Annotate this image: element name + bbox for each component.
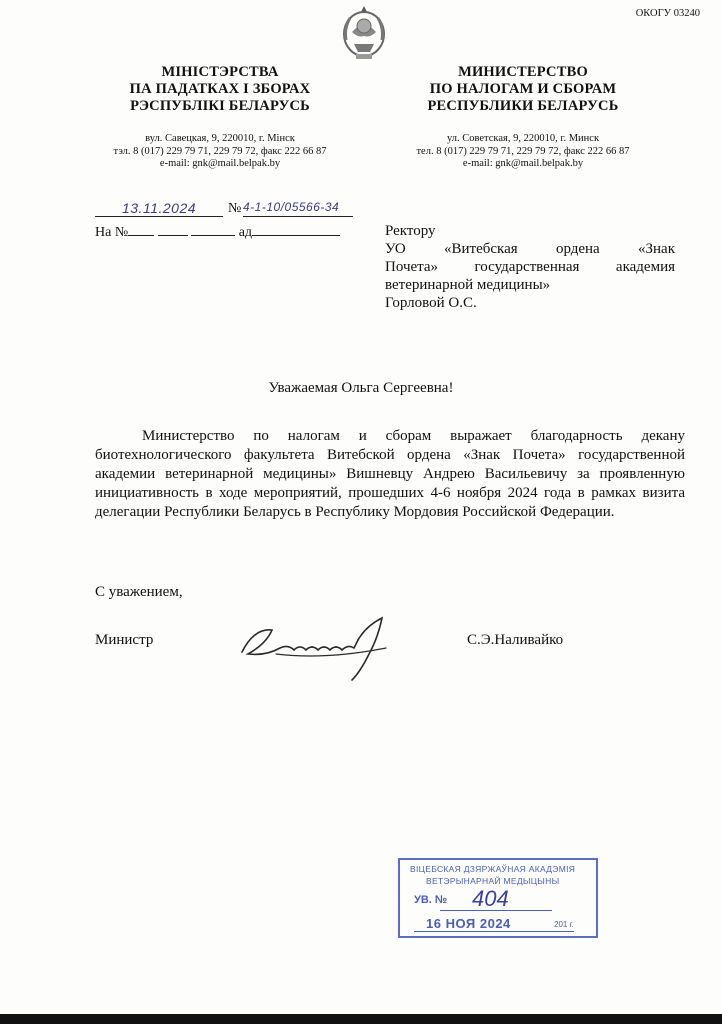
stamp-incoming-label: УВ. № — [414, 894, 448, 906]
reference-from-label: ад — [238, 225, 253, 240]
ministry-header-russian — [373, 64, 673, 171]
ministry-header-belarusian — [70, 64, 370, 171]
signer-title: Министр — [95, 632, 154, 648]
incoming-registration-stamp — [398, 858, 598, 938]
letter-greeting: Уважаемая Ольга Сергеевна! — [268, 380, 454, 396]
number-sign: № — [228, 201, 242, 216]
stamp-year-suffix: 201 г. — [554, 920, 574, 929]
stamp-date: 16 НОЯ 2024 — [426, 916, 511, 931]
reference-row — [95, 222, 340, 241]
reference-label: На № — [95, 225, 129, 240]
letter-body-paragraph: Министерство по налогам и сборам выражает благодарность декану биотехнологического факультета Витебской ордена «Знак Почета» государственной академии ветеринарной медицины» Вишневцу Андрею Васильевичу за проявленную инициативность в ходе мероприятий, прошедших 4-6 ноября 2024 года в рамках визита делегации Республики Беларусь в Республику Мордовия Российской Федерации. — [95, 428, 685, 520]
ministry-name-ru: МИНИСТЕРСТВО ПО НАЛОГАМ И СБОРАМ РЕСПУБЛИКИ БЕЛАРУСЬ — [427, 64, 619, 114]
stamp-organization-line2: ВЕТЭРЫНАРНАЙ МЕДЫЦЫНЫ — [426, 876, 560, 886]
stamp-date-line — [414, 931, 574, 932]
handwritten-signature — [236, 608, 396, 684]
ministry-address-ru: ул. Советская, 9, 220010, г. Минск тел. 8 (017) 229 79 71, 229 79 72, факс 222 66 87 e-mail: gnk@mail.belpak.by — [416, 133, 630, 169]
letter-body — [95, 427, 685, 522]
reference-blank — [191, 222, 235, 236]
letter-regards: С уважением, — [95, 584, 183, 600]
outgoing-date: 13.11.2024 — [95, 200, 223, 217]
stamp-incoming-number: 404 — [472, 886, 509, 911]
reference-blank — [128, 222, 154, 236]
ministry-address-be: вул. Савецкая, 9, 220010, г. Мінск тэл. 8 (017) 229 79 71, 229 79 72, факс 222 66 87 e-mail: gnk@mail.belpak.by — [113, 133, 327, 169]
addressee-block: Ректору УО «Витебская ордена «Знак Почета» государственная академия ветеринарной медицины» Горловой О.С. — [385, 223, 675, 311]
scan-edge — [0, 1014, 722, 1024]
ministry-name-be: МІНІСТЭРСТВА ПА ПАДАТКАХ І ЗБОРАХ РЭСПУБЛІКІ БЕЛАРУСЬ — [129, 64, 311, 114]
signer-name: С.Э.Наливайко — [467, 632, 564, 648]
reference-blank — [252, 222, 340, 236]
outgoing-number: 4-1-10/05566-34 — [243, 200, 353, 217]
stamp-organization-line1: ВІЦЕБСКАЯ ДЗЯРЖАЎНАЯ АКАДЭМІЯ — [410, 864, 576, 874]
state-emblem-icon — [340, 4, 388, 62]
reference-blank — [158, 222, 188, 236]
stamp-number-line — [440, 910, 552, 911]
okogu-code: ОКОГУ 03240 — [635, 8, 700, 19]
